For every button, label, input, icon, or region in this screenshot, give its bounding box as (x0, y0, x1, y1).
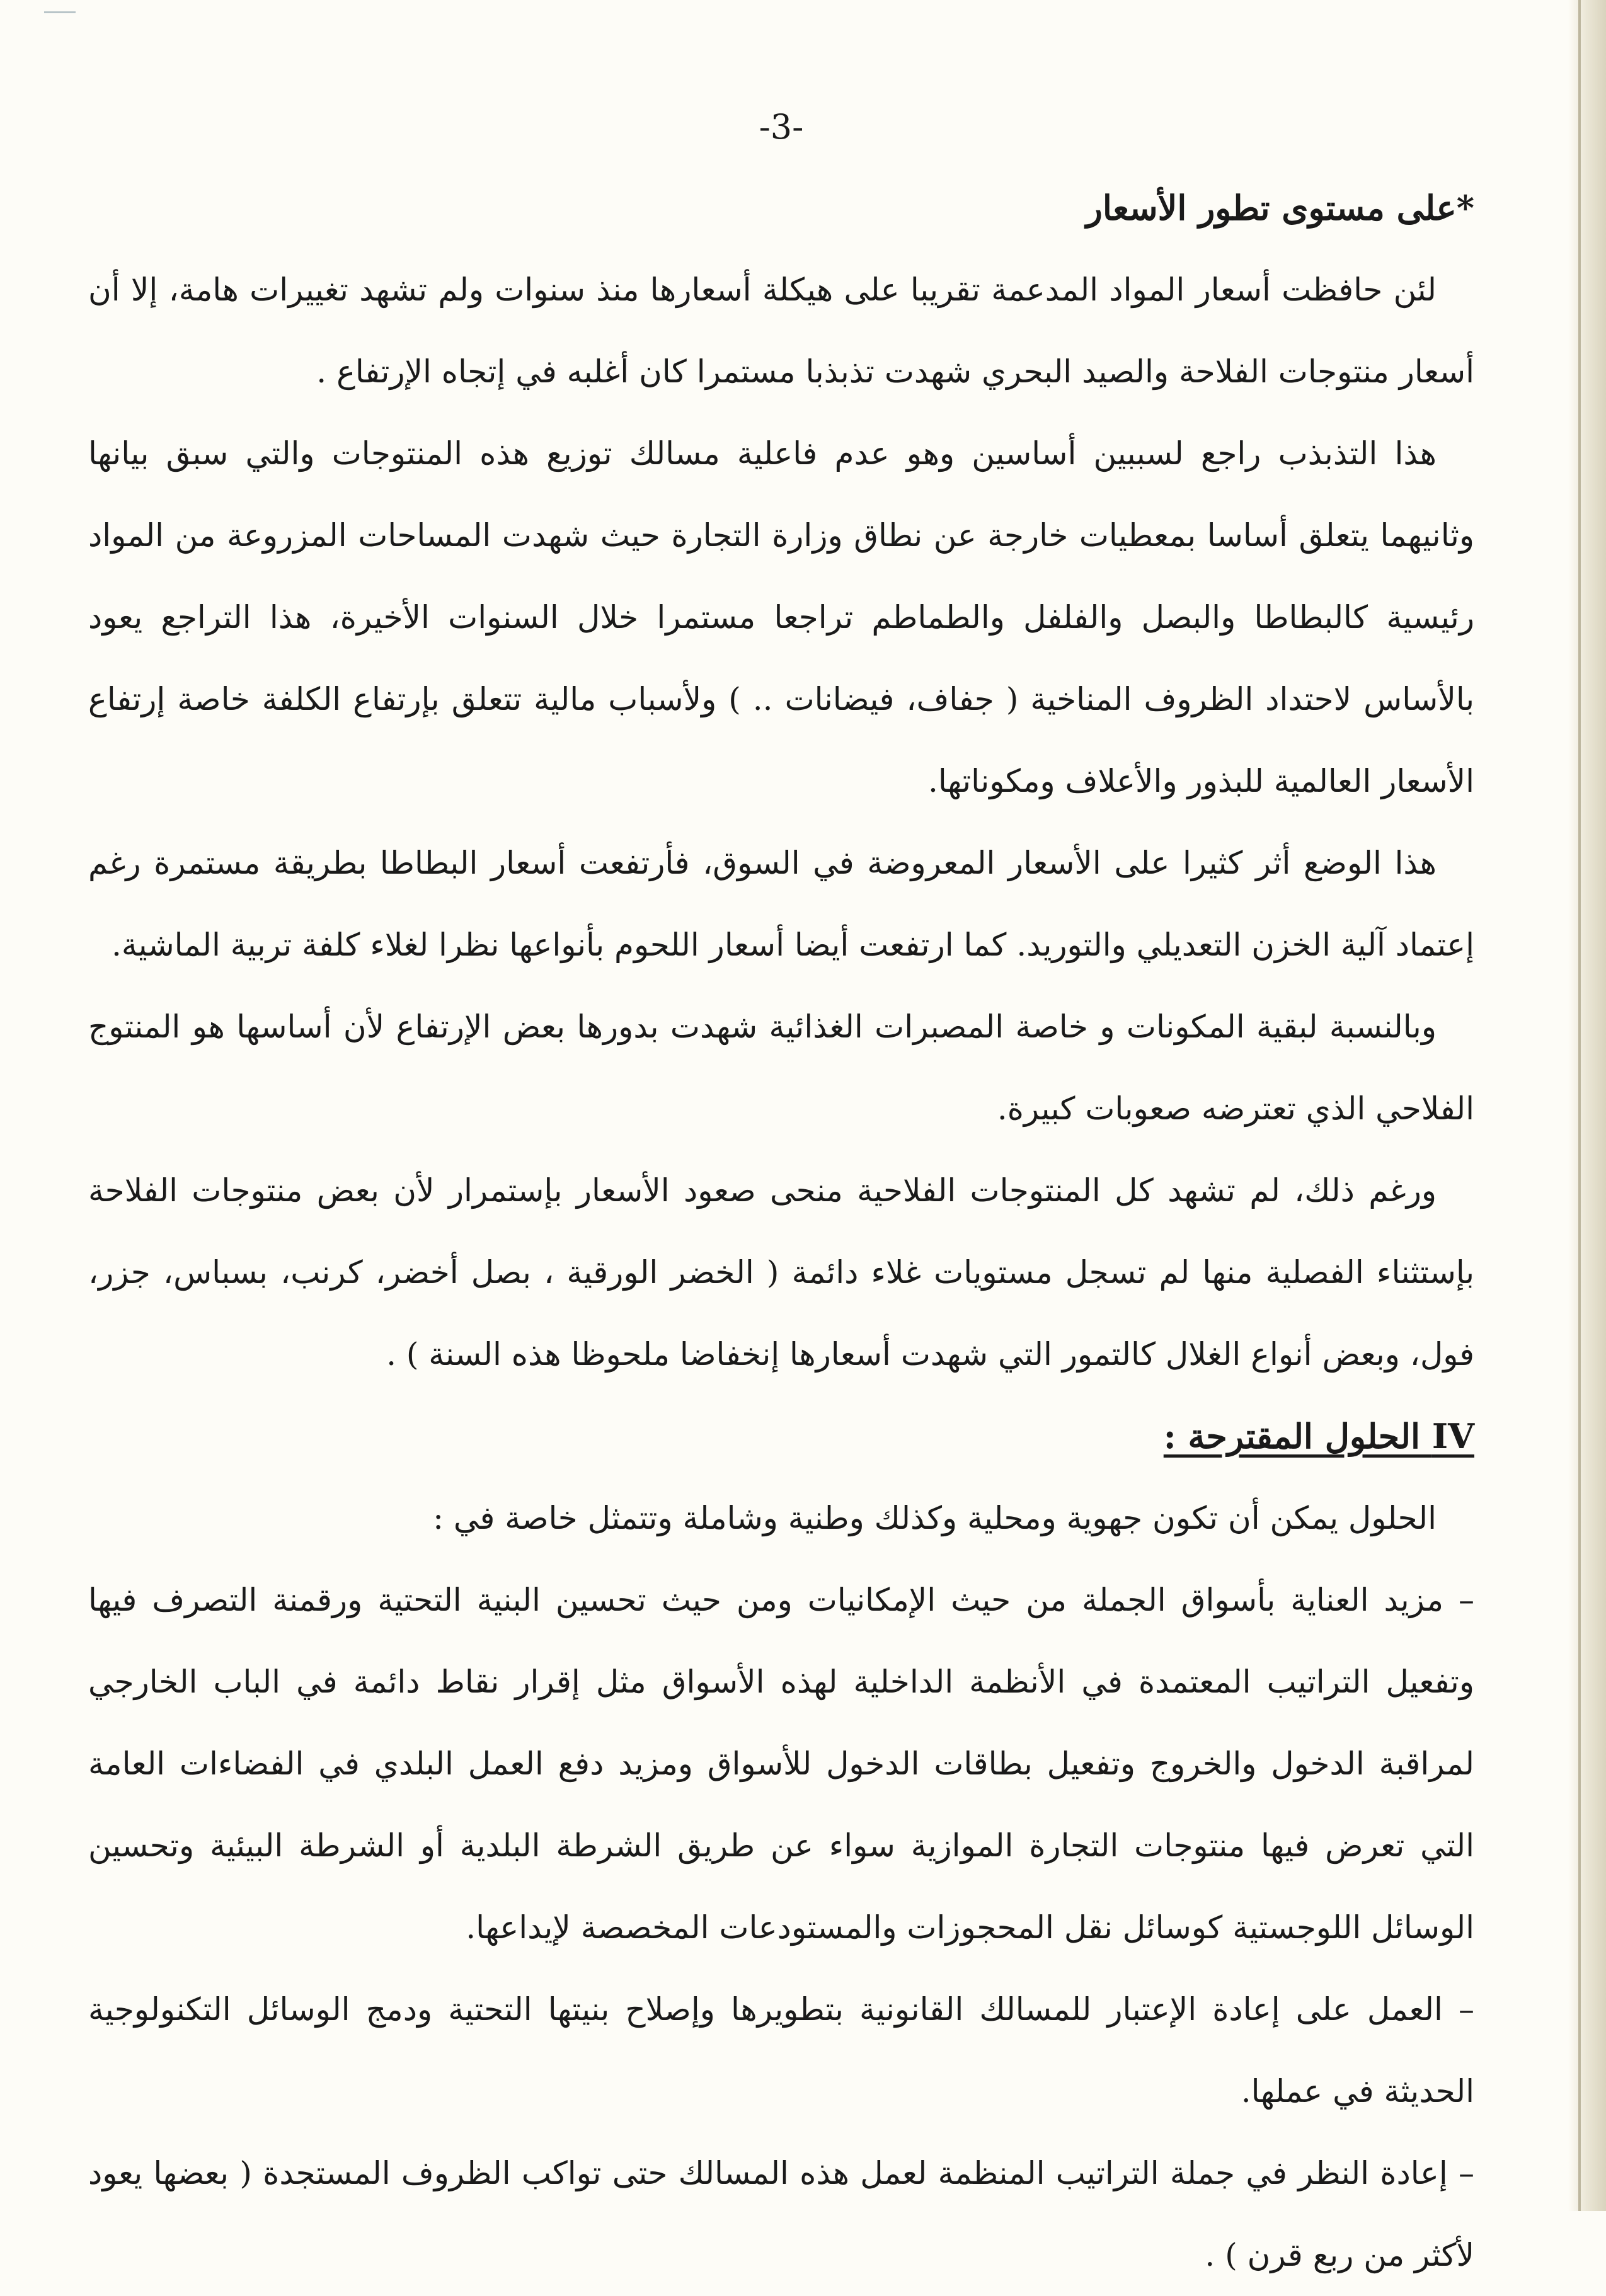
document-page (88, 0, 1475, 2273)
section-heading-solutions: IV الحلول المقترحة : (1163, 1416, 1474, 1456)
paragraph-solutions-item-2: – العمل على إعادة الإعتبار للمسالك القانونية بتطويرها وإصلاح بنيتها التحتية ودمج الوسائل التكنولوجية الحديثة في عملها. (88, 1991, 1474, 2110)
paragraph-solutions-item-3: – إعادة النظر في جملة التراتيب المنظمة لعمل هذه المسالك حتى تواكب الظروف المستجدة ( بعضها يعود لأكثر من ربع قرن ) . (88, 2155, 1474, 2273)
paragraph-prices-5: ورغم ذلك، لم تشهد كل المنتوجات الفلاحية منحى صعود الأسعار بإستمرار لأن بعض منتوجات الفلاحة بإستثناء الفصلية منها لم تسجل مستويات غلاء دائمة ( الخضر الورقية ، بصل أخضر، كرنب، بسباس، جزر، فول، وبعض أنواع الغلال كالتمور التي شهدت أسعارها إنخفاضا ملحوظا هذه السنة ) . (88, 1172, 1474, 1373)
scan-corner-mark (44, 0, 76, 13)
paragraph-prices-2: هذا التذبذب راجع لسببين أساسين وهو عدم فاعلية مسالك توزيع هذه المنتوجات والتي سبق بيانها وثانيهما يتعلق أساسا بمعطيات خارجة عن نطاق وزارة التجارة حيث شهدت المساحات المزروعة من المواد رئيسية كالبطاطا والبصل والفلفل والطماطم تراجعا مستمرا خلال السنوات الأخيرة، هذا التراجع يعود بالأساس لاحتداد الظروف المناخية ( جفاف، فيضانات .. ) ولأسباب مالية تتعلق بإرتفاع الكلفة خاصة إرتفاع الأسعار العالمية للبذور والأعلاف ومكوناتها. (88, 435, 1475, 799)
document-body (88, 167, 1474, 2296)
paragraph-solutions-item-1: – مزيد العناية بأسواق الجملة من حيث الإمكانيات ومن حيث تحسين البنية التحتية ورقمنة التصرف فيها وتفعيل التراتيب المعتمدة في الأنظمة الداخلية لهذه الأسواق مثل إقرار نقاط دائمة في الباب الخارجي لمراقبة الدخول والخروج وتفعيل بطاقات الدخول للأسواق ومزيد دفع العمل البلدي في الفضاءات العامة التي تعرض فيها منتوجات التجارة الموازية سواء عن طريق الشرطة البلدية أو الشرطة البيئية وتحسين الوسائل اللوجستية كوسائل نقل المحجوزات والمستودعات المخصصة لإيداعها. (88, 1582, 1474, 1946)
paragraph-prices-3: هذا الوضع أثر كثيرا على الأسعار المعروضة في السوق، فأرتفعت أسعار البطاطا بطريقة مستمرة رغم إعتماد آلية الخزن التعديلي والتوريد. كما ارتفعت أيضا أسعار اللحوم بأنواعها نظرا لغلاء كلفة تربية الماشية. (88, 845, 1474, 963)
paragraph-solutions-intro: الحلول يمكن أن تكون جهوية ومحلية وكذلك وطنية وشاملة وتتمثل خاصة في : (433, 1500, 1437, 1536)
page-edge-shadow (1568, 0, 1606, 2211)
page-number: -3- (759, 107, 804, 147)
page-edge-line (1578, 0, 1581, 2211)
paragraph-prices-4: وبالنسبة لبقية المكونات و خاصة المصبرات الغذائية شهدت بدورها بعض الإرتفاع لأن أساسها هو المنتوج الفلاحي الذي تعترضه صعوبات كبيرة. (88, 1008, 1474, 1127)
paragraph-prices-1: لئن حافظت أسعار المواد المدعمة تقريبا على هيكلة أسعارها منذ سنوات ولم تشهد تغييرات هامة، إلا أن أسعار منتوجات الفلاحة والصيد البحري شهدت تذبذبا مستمرا كان أغلبه في إتجاه الإرتفاع . (88, 271, 1474, 390)
section-heading-prices: *على مستوى تطور الأسعار (1086, 188, 1474, 228)
